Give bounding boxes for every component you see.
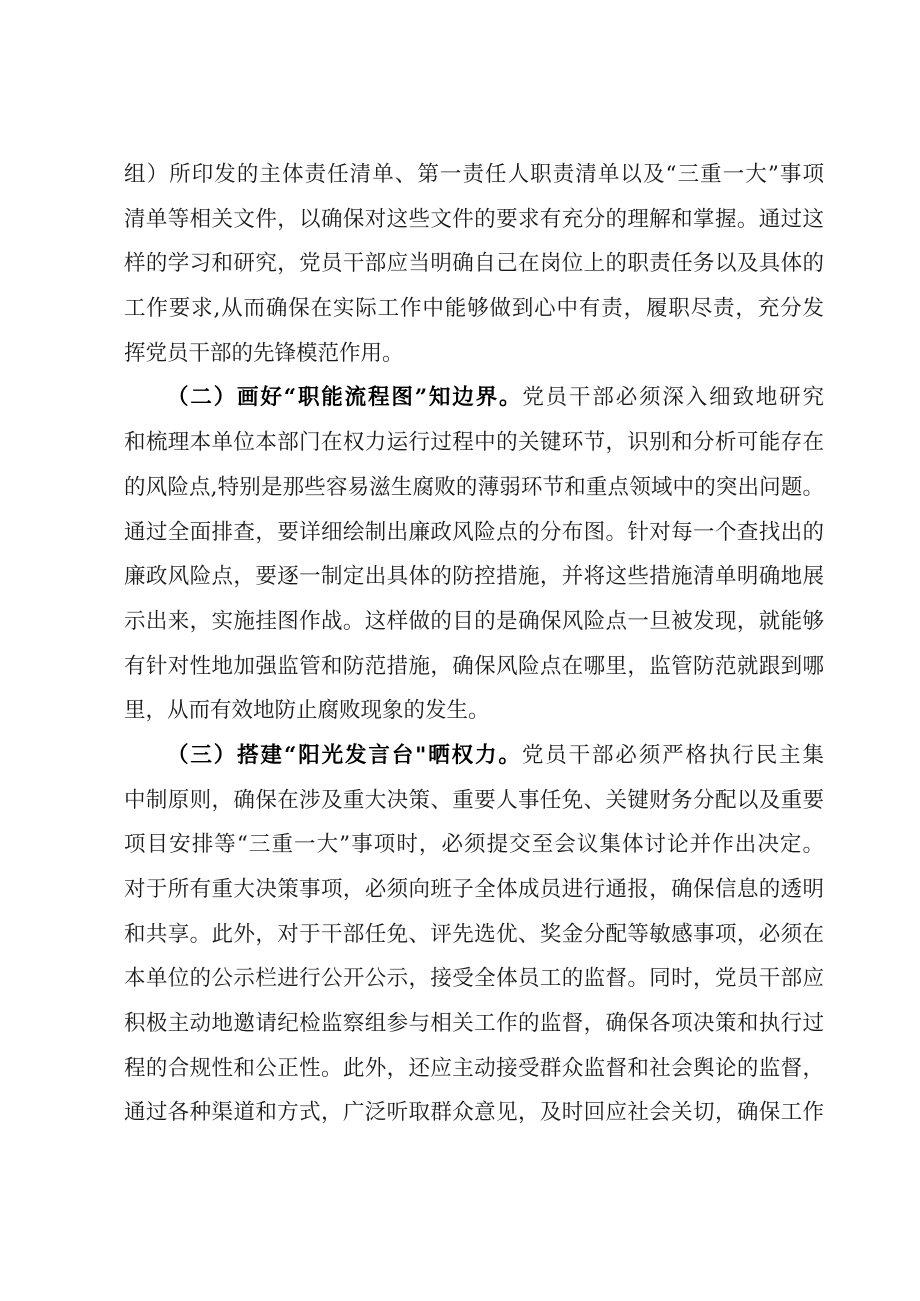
- paragraph-3-line-2: 中制原则，确保在涉及重大决策、重要人事任免、关键财务分配以及重要: [124, 787, 824, 813]
- section-heading-3: （三）搭建“阳光发言台"晒权力。: [167, 742, 522, 768]
- section-heading-2: （二）画好“职能流程图”知边界。: [167, 385, 523, 411]
- paragraph-3-line-4: 对于所有重大决策事项，必须向班子全体成员进行通报，确保信息的透明: [124, 877, 824, 902]
- paragraph-2-line-1-text: 党员干部必须深入细致地研究: [522, 385, 824, 411]
- paragraph-2-line-3: 的风险点,特别是那些容易滋生腐败的薄弱环节和重点领域中的突出问题。: [124, 474, 824, 500]
- paragraph-1-line-5: 挥党员干部的先锋模范作用。: [124, 340, 404, 366]
- paragraph-3-line-7: 积极主动地邀请纪检监察组参与相关工作的监督，确保各项决策和执行过: [124, 1011, 824, 1037]
- paragraph-2-line-2: 和梳理本单位本部门在权力运行过程中的关键环节，识别和分析可能存在: [124, 430, 824, 456]
- paragraph-2-line-4: 通过全面排查，要详细绘制出廉政风险点的分布图。针对每一个查找出的: [124, 519, 824, 545]
- paragraph-2-line-6: 示出来，实施挂图作战。这样做的目的是确保风险点一旦被发现，就能够: [124, 608, 824, 634]
- paragraph-1-line-2: 清单等相关文件，以确保对这些文件的要求有充分的理解和掌握。通过这: [124, 206, 824, 232]
- paragraph-3-line-1: [124, 734, 824, 779]
- paragraph-3-line-5: 和共享。此外，对于干部任免、评先选优、奖金分配等敏感事项，必须在: [124, 921, 824, 947]
- paragraph-3-line-1-text: 党员干部必须严格执行民主集: [521, 742, 824, 768]
- paragraph-1-line-4: 工作要求,从而确保在实际工作中能够做到心中有责，履职尽责，充分发: [124, 296, 824, 322]
- paragraph-1-line-3: 样的学习和研究，党员干部应当明确自己在岗位上的职责任务以及具体的: [124, 251, 824, 277]
- paragraph-3-line-3: 项目安排等“三重一大”事项时，必须提交至会议集体讨论并作出决定。: [124, 832, 824, 858]
- paragraph-2-line-1: [124, 376, 824, 421]
- paragraph-3-line-6: 本单位的公示栏进行公开公示，接受全体员工的监督。同时，党员干部应: [124, 966, 824, 992]
- paragraph-2-line-8: 里，从而有效地防止腐败现象的发生。: [124, 698, 490, 724]
- paragraph-3-line-9: 通过各种渠道和方式，广泛听取群众意见，及时回应社会关切，确保工作: [124, 1100, 824, 1126]
- paragraph-1-line-1: 组）所印发的主体责任清单、第一责任人职责清单以及“三重一大”事项: [124, 162, 824, 187]
- body-text: [124, 153, 824, 1136]
- paragraph-2-line-7: 有针对性地加强监管和防范措施，确保风险点在哪里，监管防范就跟到哪: [124, 653, 824, 679]
- paragraph-2-line-5: 廉政风险点，要逐一制定出具体的防控措施，并将这些措施清单明确地展: [124, 564, 824, 590]
- paragraph-3-line-8: 程的合规性和公正性。此外，还应主动接受群众监督和社会舆论的监督，: [124, 1055, 824, 1081]
